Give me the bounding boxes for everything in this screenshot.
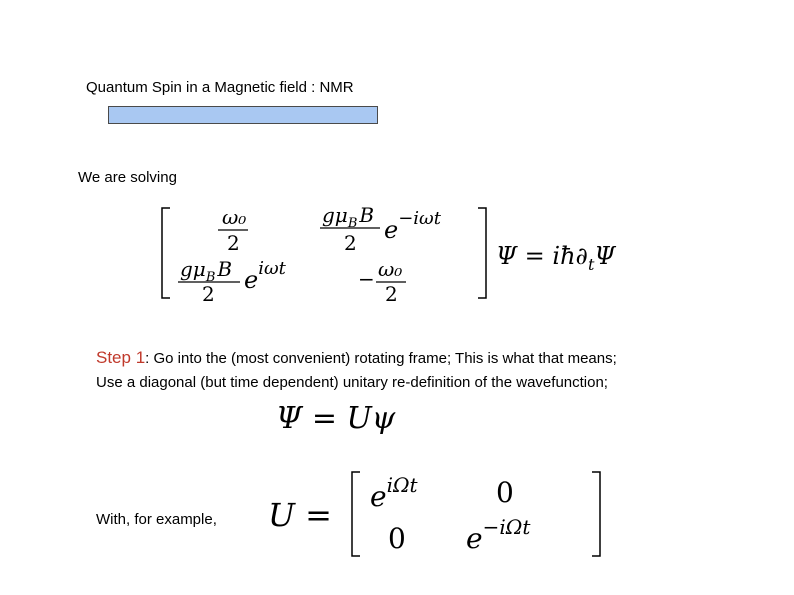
step-line <box>96 348 617 368</box>
intro-text: We are solving <box>78 169 177 186</box>
step-text: : Go into the (most convenient) rotating frame; This is what that means; <box>145 350 617 367</box>
unitary-description: Use a diagonal (but time dependent) unitary re-definition of the wavefunction; <box>96 374 608 391</box>
m12-numerator: $g\mu_B$ B <box>322 203 375 231</box>
u-m11: $e^{i\Omega t}$ <box>370 473 418 513</box>
m21-exp-base: $e^{i\omega t}$ <box>244 258 286 294</box>
u-m21: 0 <box>388 522 406 555</box>
hamiltonian-equation <box>150 200 630 310</box>
u-m12: 0 <box>496 476 514 509</box>
m12-denominator: 2 <box>344 231 357 255</box>
u-left-bracket <box>352 472 360 556</box>
unitary-matrix-equation <box>262 466 612 562</box>
m11-numerator: ω₀ <box>222 205 247 229</box>
left-bracket <box>162 208 170 298</box>
m22-denominator: 2 <box>385 282 398 306</box>
slide-title: Quantum Spin in a Magnetic field : NMR <box>86 79 354 96</box>
m21-denominator: 2 <box>202 282 215 306</box>
equation-rhs: $\Psi = iħ\partial_t\Psi$ <box>496 242 616 274</box>
m12-exp-base: $e^{-i\omega t}$ <box>384 208 441 244</box>
m22-numerator: ω₀ <box>378 257 403 281</box>
m22-sign: − <box>358 267 375 291</box>
title-underline-bar <box>108 106 378 124</box>
transform-equation-text: Ψ = Uψ <box>276 401 396 436</box>
m11-denominator: 2 <box>227 231 240 255</box>
step-label: Step 1 <box>96 348 146 367</box>
m21-numerator: $g\mu_B$ B <box>180 257 233 285</box>
right-bracket <box>478 208 486 298</box>
u-equals: U = <box>268 496 332 534</box>
transform-equation <box>270 394 430 438</box>
example-text: With, for example, <box>96 511 217 528</box>
u-m22: $e^{-i\Omega t}$ <box>466 515 531 555</box>
u-right-bracket <box>592 472 600 556</box>
